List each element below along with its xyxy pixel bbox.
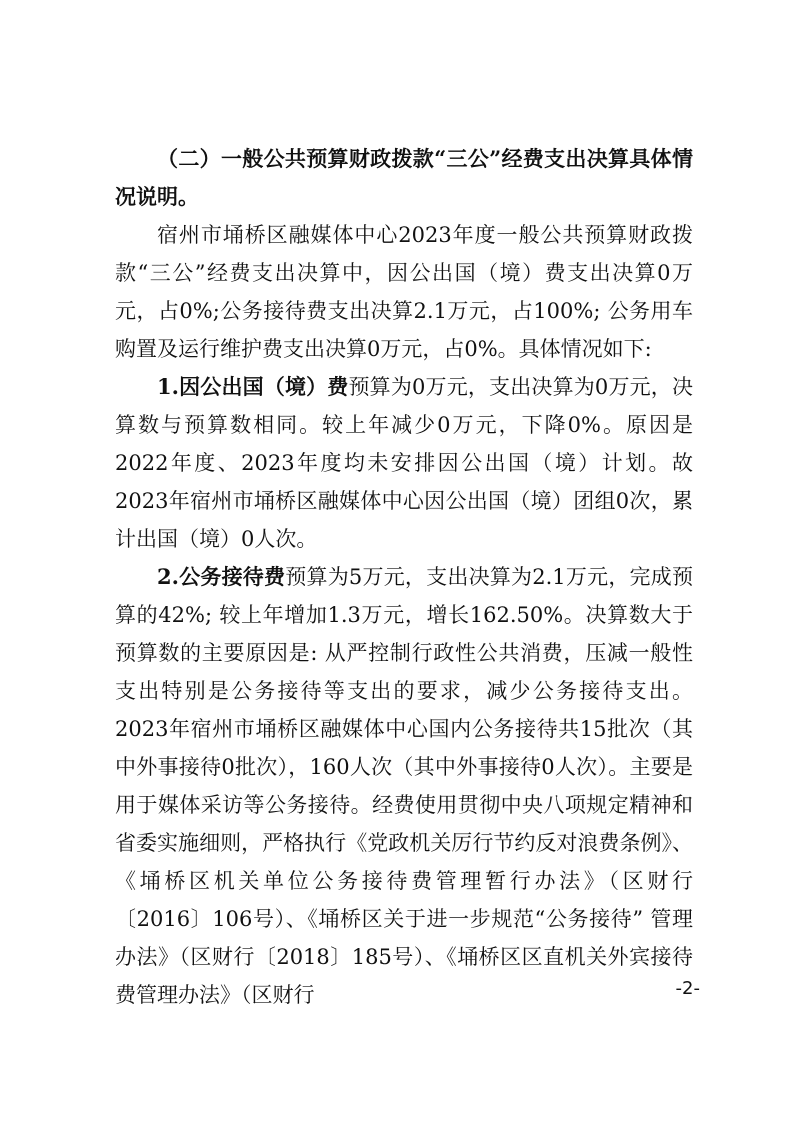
item1-paragraph bbox=[115, 368, 693, 558]
page-number: -2- bbox=[675, 978, 700, 999]
section-heading: （二）一般公共预算财政拨款“三公”经费支出决算具体情况说明。 bbox=[115, 146, 693, 209]
item1-body: 预算为0万元，支出决算为0万元，决算数与预算数相同。较上年减少0万元，下降0%。原因是2022年度、2023年度均未安排因公出国（境）计划。故2023年宿州市埇桥区融媒体中心因公出国（境）团组0次，累计出国（境）0人次。 bbox=[115, 375, 693, 551]
item2-body: 预算为5万元，支出决算为2.1万元，完成预算的42%; 较上年增加1.3万元，增长162.50%。决算数大于预算数的主要原因是: 从严控制行政性公共消费，压减一般性支出特别是公务接待等支出的要求，减少公务接待支出。2023年宿州市埇桥区融媒体中心国内公务接待共15批次（其中外事接待0批次），160人次（其中外事接待0人次）。主要是用于媒体采访等公务接待。经费使用贯彻中央八项规定精神和省委实施细则，严格执行《党政机关厉行节约反对浪费条例》、《埇桥区机关单位公务接待费管理暂行办法》（区财行〔2016〕106号）、《埇桥区关于进一步规范“公务接待” 管理办法》（区财行〔2018〕185号）、《埇桥区区直机关外宾接待费管理办法》（区财行 bbox=[115, 565, 693, 1007]
item1-title: 1.因公出国（境）费 bbox=[157, 374, 349, 399]
item2-title: 2.公务接待费 bbox=[157, 564, 286, 589]
intro-paragraph: 宿州市埇桥区融媒体中心2023年度一般公共预算财政拨款“三公”经费支出决算中，因公出国（境）费支出决算0万元，占0%;公务接待费支出决算2.1万元，占100%; 公务用车购置及运行维护费支出决算0万元，占0%。具体情况如下: bbox=[115, 223, 693, 361]
item2-paragraph bbox=[115, 558, 693, 1014]
document-body bbox=[115, 140, 693, 1014]
